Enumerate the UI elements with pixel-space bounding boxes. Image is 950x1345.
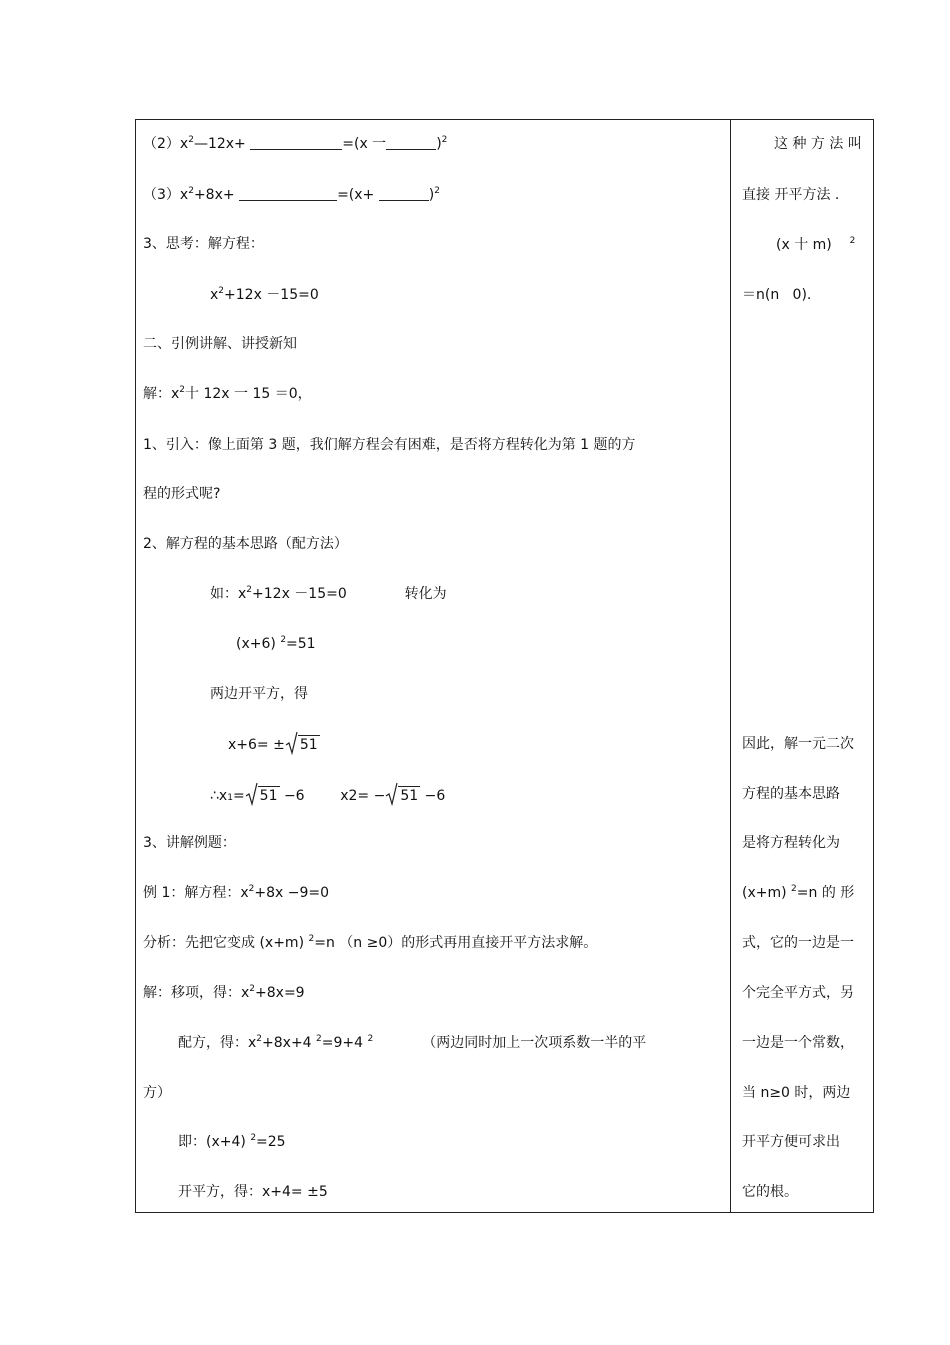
blank-field bbox=[379, 186, 429, 201]
complete-square-line: 配方，得：$x^2+8x+4$ $^2$=9+4 $^2$ （两边同时加上一次项系数一半的平 bbox=[178, 1034, 647, 1051]
example-heading: 3、讲解例题： bbox=[143, 835, 236, 851]
exercise-3: $(3)x^2+8x+ =(x+ )^2$ bbox=[143, 186, 440, 203]
side-note-line: 方程的基本思路 bbox=[742, 786, 840, 802]
move-terms-line: 解：移项，得：$x^2+8x=9$ bbox=[143, 984, 305, 1001]
sqrt-symbol: 51 bbox=[385, 786, 420, 805]
intro-line-2: 程的形式呢? bbox=[143, 486, 221, 502]
blank-field bbox=[386, 135, 436, 150]
roots-expression: ∴x1= 51 −6 x2= − 51 −6 bbox=[210, 786, 445, 807]
example-1: 例 1：解方程：$x^2+8x -9=0$ bbox=[143, 884, 330, 901]
blank-field bbox=[239, 186, 337, 201]
square-form: (x+6) $^2$=51 bbox=[236, 635, 316, 652]
square-root-step: 开平方，得：x+4= ±5 bbox=[178, 1184, 328, 1200]
side-note-line: 开平方便可求出 bbox=[742, 1134, 840, 1150]
section-heading: 二、引例讲解、讲授新知 bbox=[143, 336, 297, 352]
sqrt-symbol: 51 bbox=[245, 786, 280, 805]
side-note-line: 式，它的一边是一 bbox=[742, 935, 854, 951]
side-note-line: 是将方程转化为 bbox=[742, 835, 840, 851]
side-note-line: 它的根。 bbox=[742, 1184, 798, 1200]
example-transform: 如：$x^2+12x -15=0$ 转化为 bbox=[210, 585, 447, 602]
side-note-line: 个完全平方式，另 bbox=[742, 985, 854, 1001]
side-note-line: (x+m) $^2$=n 的 形 bbox=[742, 884, 855, 901]
complete-square-tail: 方） bbox=[143, 1085, 171, 1101]
side-note-line: 这 种 方 法 叫 bbox=[774, 136, 862, 152]
root-expression: x+6= ± 51 bbox=[228, 735, 320, 754]
blank-field bbox=[250, 135, 342, 150]
both-sides-text: 两边开平方，得 bbox=[210, 686, 308, 702]
intro-line-1: 1、引入：像上面第 3 题，我们解方程会有困难，是否将方程转化为第 1 题的方 bbox=[143, 437, 636, 453]
side-note-line: 当 n≥0 时，两边 bbox=[742, 1085, 851, 1101]
column-divider bbox=[730, 119, 731, 1213]
idea-heading: 2、解方程的基本思路（配方法） bbox=[143, 536, 348, 552]
solve-line: 解：$x^2$十 12x 一 15 ＝0， bbox=[143, 385, 312, 402]
think-heading: 3、思考：解方程： bbox=[143, 236, 264, 252]
result-square: 即：(x+4) $^2$=25 bbox=[178, 1133, 286, 1150]
side-note-line: ＝n(n 0). bbox=[742, 287, 812, 303]
exercise-2: $(2)x^2—12x+ =(x$ 一 )$^2$ bbox=[143, 135, 448, 152]
sqrt-symbol: 51 bbox=[285, 735, 320, 754]
side-note-line: (x 十 m) $^2$ bbox=[776, 236, 856, 253]
analysis-line: 分析：先把它变成 (x+m) $^2$=n （n ≥0）的形式再用直接开平方法求解。 bbox=[143, 934, 598, 951]
side-note-line: 因此，解一元二次 bbox=[742, 736, 854, 752]
side-note-line: 直接 开平方法 . bbox=[742, 187, 840, 203]
side-note-line: 一边是一个常数， bbox=[742, 1035, 854, 1051]
think-equation: $x^2+12x -15=0$ bbox=[210, 286, 319, 303]
